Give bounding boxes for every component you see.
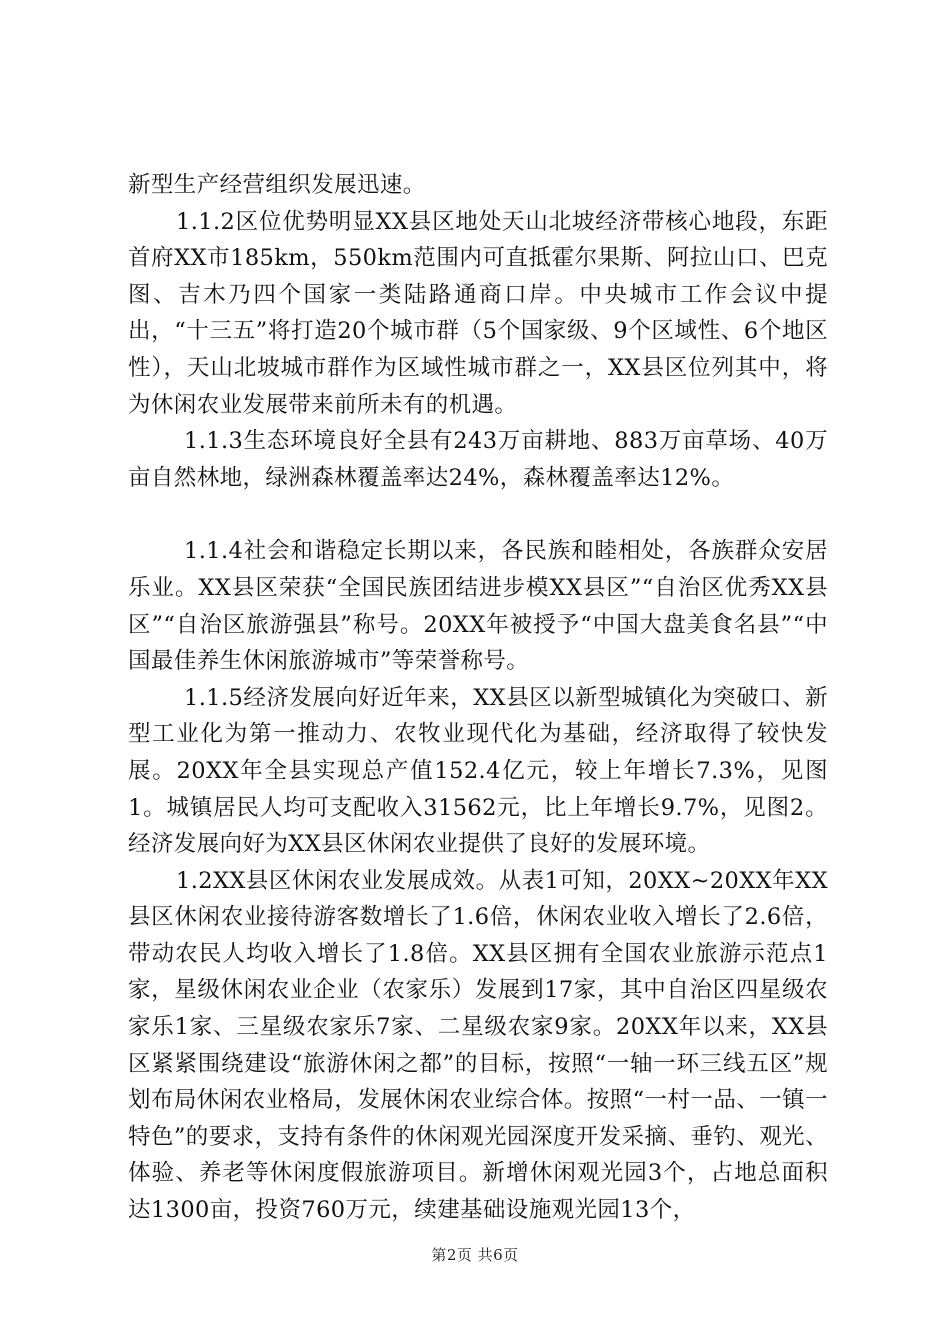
document-body [128, 167, 828, 1229]
paragraph-leisure-agriculture: 1.2XX县区休闲农业发展成效。从表1可知，20XX~20XX年XX县区休闲农业接待游客数增长了1.6倍，休闲农业收入增长了2.6倍，带动农民人均收入增长了1.8倍。XX县区拥有全国农业旅游示范点1家，星级休闲农业企业（农家乐）发展到17家，其中自治区四星级农家乐1家、三星级农家乐7家、二星级农家9家。20XX年以来，XX县区紧紧围绕建设“旅游休闲之都”的目标，按照“一轴一环三线五区”规划布局休闲农业格局，发展休闲农业综合体。按照“一村一品、一镇一特色”的要求，支持有条件的休闲观光园深度开发采摘、垂钓、观光、体验、养老等休闲度假旅游项目。新增休闲观光园3个，占地总面积达1300亩，投资760万元，续建基础设施观光园13个， [128, 867, 828, 1224]
paragraph-spacer [128, 496, 828, 533]
paragraph-location-advantage: 1.1.2区位优势明显XX县区地处天山北坡经济带核心地段，东距首府XX市185km，550km范围内可直抵霍尔果斯、阿拉山口、巴克图、吉木乃四个国家一类陆路通商口岸。中央城市工作会议中提出，“十三五”将打造20个城市群（5个国家级、9个区域性、6个地区性），天山北坡城市群作为区域性城市群之一，XX县区位列其中，将为休闲农业发展带来前所未有的机遇。 [128, 208, 828, 418]
paragraph-social-harmony: 1.1.4社会和谐稳定长期以来，各民族和睦相处，各族群众安居乐业。XX县区荣获“全国民族团结进步模XX县区”“自治区优秀XX县区”“自治区旅游强县”称号。20XX年被授予“中国大盘美食名县”“中国最佳养生休闲旅游城市”等荣誉称号。 [128, 538, 828, 675]
page-footer: 第2页 共6页 [431, 1246, 519, 1264]
paragraph-continuation: 新型生产经营组织发展迅速。 [128, 172, 426, 198]
paragraph-economy: 1.1.5经济发展向好近年来，XX县区以新型城镇化为突破口、新型工业化为第一推动力、农牧业现代化为基础，经济取得了较快发展。20XX年全县实现总产值152.4亿元，较上年增长7.3%，见图1。城镇居民人均可支配收入31562元，比上年增长9.7%，见图2。经济发展向好为XX县区休闲农业提供了良好的发展环境。 [128, 684, 828, 858]
paragraph-ecology: 1.1.3生态环境良好全县有243万亩耕地、883万亩草场、40万亩自然林地，绿洲森林覆盖率达24%，森林覆盖率达12%。 [128, 428, 828, 491]
